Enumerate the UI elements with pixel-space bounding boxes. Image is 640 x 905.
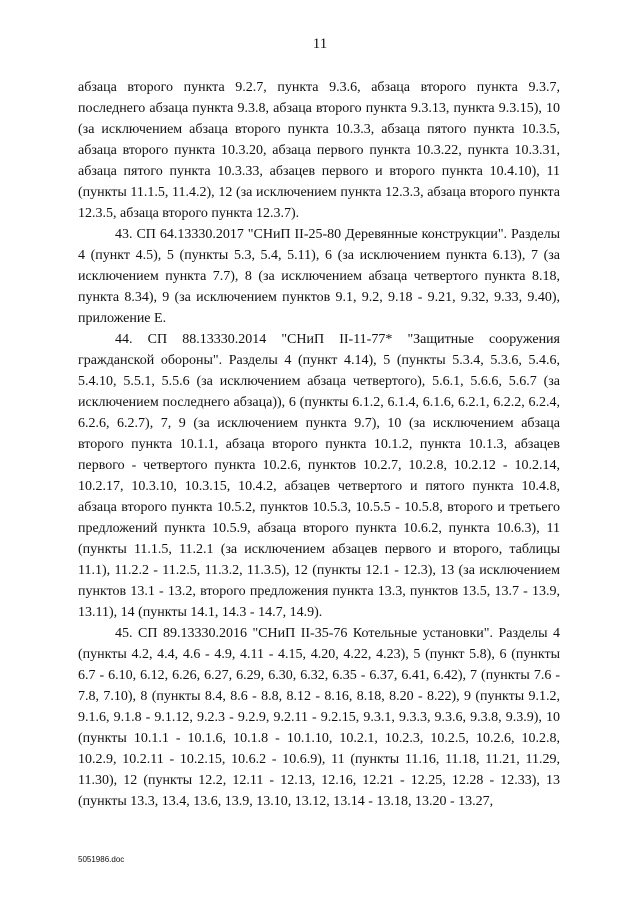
paragraph-item-45: 45. СП 89.13330.2016 "СНиП II-35-76 Котельные установки". Разделы 4 (пункты 4.2, 4.4, 4.6 - 4.9, 4.11 - 4.15, 4.20, 4.22, 4.23), 5 (пункт 5.8), 6 (пункты 6.7 - 6.10, 6.12, 6.26, 6.27, 6.29, 6.30, 6.32, 6.35 - 6.37, 6.41, 6.42), 7 (пункты 7.6 - 7.8, 7.10), 8 (пункты 8.4, 8.6 - 8.8, 8.12 - 8.16, 8.18, 8.20 - 8.22), 9 (пункты 9.1.2, 9.1.6, 9.1.8 - 9.1.12, 9.2.3 - 9.2.9, 9.2.11 - 9.2.15, 9.3.1, 9.3.3, 9.3.6, 9.3.8, 9.3.9), 10 (пункты 10.1.1 - 10.1.6, 10.1.8 - 10.1.10, 10.2.1, 10.2.3, 10.2.5, 10.2.6, 10.2.8, 10.2.9, 10.2.11 - 10.2.15, 10.6.2 - 10.6.9), 11 (пункты 11.16, 11.18, 11.21, 11.29, 11.30), 12 (пункты 12.2, 12.11 - 12.13, 12.16, 12.21 - 12.25, 12.28 - 12.33), 13 (пункты 13.3, 13.4, 13.6, 13.9, 13.10, 13.12, 13.14 - 13.18, 13.20 - 13.27,: [78, 626, 560, 809]
document-body: [78, 77, 560, 812]
footer-doc-id: 5051986.doc: [78, 855, 125, 864]
paragraph-item-44: 44. СП 88.13330.2014 "СНиП II-11-77* "Защитные сооружения гражданской обороны". Разделы 4 (пункт 4.14), 5 (пункты 5.3.4, 5.3.6, 5.4.6, 5.4.10, 5.5.1, 5.5.6 (за исключением абзаца четвертого), 5.6.1, 5.6.6, 5.6.7 (за исключением последнего абзаца)), 6 (пункты 6.1.2, 6.1.4, 6.1.6, 6.2.1, 6.2.2, 6.2.4, 6.2.6, 6.2.7), 7, 9 (за исключением пункта 9.7), 10 (за исключением абзаца второго пункта 10.1.1, абзаца второго пункта 10.1.2, пункта 10.1.3, абзацев первого - четвертого пункта 10.2.6, пунктов 10.2.7, 10.2.8, 10.2.12 - 10.2.14, 10.2.17, 10.3.10, 10.3.15, 10.4.2, абзацев четвертого и пятого пункта 10.4.8, абзаца второго пункта 10.5.2, пунктов 10.5.3, 10.5.5 - 10.5.8, второго и третьего предложений пункта 10.5.9, абзаца второго пункта 10.6.2, пункта 10.6.3), 11 (пункты 11.1.5, 11.2.1 (за исключением абзацев первого и второго, таблицы 11.1), 11.2.2 - 11.2.5, 11.3.2, 11.3.5), 12 (пункты 12.1 - 12.3), 13 (за исключением пунктов 13.1 - 13.2, второго предложения пункта 13.3, пунктов 13.5, 13.7 - 13.9, 13.11), 14 (пункты 14.1, 14.3 - 14.7, 14.9).: [78, 332, 560, 620]
paragraph-continuation: абзаца второго пункта 9.2.7, пункта 9.3.6, абзаца второго пункта 9.3.7, последнего абзаца пункта 9.3.8, абзаца второго пункта 9.3.13, пункта 9.3.15), 10 (за исключением абзаца второго пункта 10.3.3, абзаца пятого пункта 10.3.5, абзаца второго пункта 10.3.20, абзаца первого пункта 10.3.22, пункта 10.3.31, абзаца пятого пункта 10.3.33, абзацев первого и второго пункта 10.4.10), 11 (пункты 11.1.5, 11.4.2), 12 (за исключением пункта 12.3.3, абзаца второго пункта 12.3.5, абзаца второго пункта 12.3.7).: [78, 80, 560, 221]
page-number: 11: [312, 36, 328, 52]
paragraph-item-43: 43. СП 64.13330.2017 "СНиП II-25-80 Деревянные конструкции". Разделы 4 (пункт 4.5), 5 (пункты 5.3, 5.4, 5.11), 6 (за исключением пункта 6.13), 7 (за исключением пункта 7.7), 8 (за исключением абзаца четвертого пункта 8.18, пункта 8.34), 9 (за исключением пунктов 9.1, 9.2, 9.18 - 9.21, 9.32, 9.33, 9.40), приложение Е.: [78, 227, 560, 326]
